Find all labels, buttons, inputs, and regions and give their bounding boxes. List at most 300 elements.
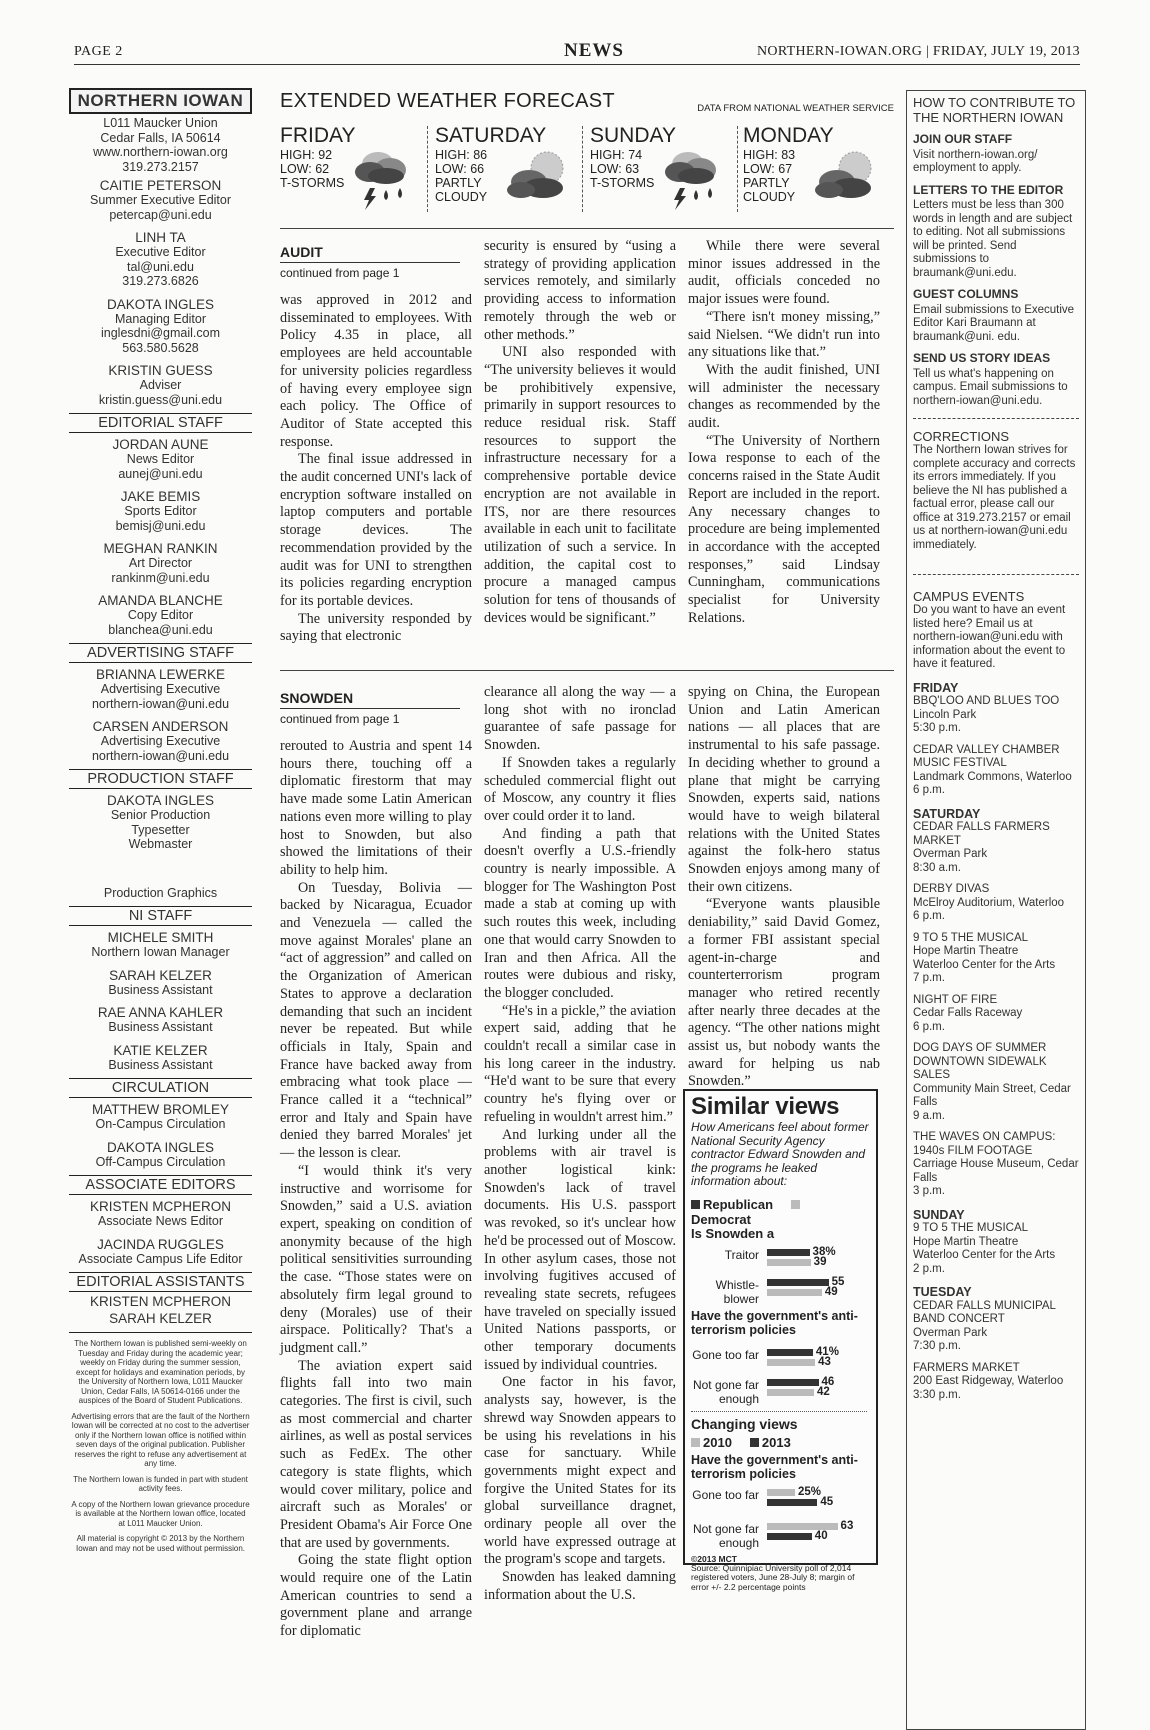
bar-value-label: 39 [813,1255,827,1268]
address-line: www.northern-iowan.org [93,145,228,159]
event-detail: 6 p.m. [913,910,945,922]
similar-views-chart [683,1089,878,1592]
staff-detail-line: Sports Editor [124,504,197,518]
article-paragraph: The final issue addressed in the audit concerned UNI's lack of encryption software installed on laptop computers and portable storage devices. The recommendation provided by the audit was for UNI to strengthen its policies regarding encryption for its portable devices. [280,451,472,609]
staff-details [69,608,252,637]
address-line: L011 Maucker Union [103,116,218,130]
production-graphics: Production Graphics [103,885,218,900]
staff-entry [69,1237,252,1267]
chart-question: Have the government's anti-terrorism policies [691,1452,858,1481]
event-detail: Hope Martin Theatre [913,1235,1019,1248]
legend-swatch [750,1438,759,1447]
staff-section-title: CIRCULATION [69,1078,252,1098]
event-detail: Lincoln Park [913,708,977,721]
staff-section-title: ASSOCIATE EDITORS [69,1175,252,1195]
staff-entry [69,178,252,222]
staff-detail-line: Associate News Editor [97,1214,224,1228]
bar-democrat [767,1259,811,1266]
weather-high: HIGH: 92 [280,148,333,162]
audit-kicker: AUDIT [280,244,323,260]
fine-print-paragraph: The Northern Iowan is funded in part with student activity fees. [73,1474,248,1493]
event-name: CEDAR VALLEY CHAMBER MUSIC FESTIVAL [913,743,1060,769]
article-paragraph: “Everyone wants plausible deniability,” said David Gomez, a former FBI assistant special agent-in-charge and counterterrorism program manager who retired recently after nearly three decades at the agency. “The other nations might assist us, but nobody wants the award for helping us nab Snowden.” [688,896,880,1090]
chart-legend [691,1435,871,1450]
staff-name: JORDAN AUNE [112,437,209,452]
staff-details [69,983,252,998]
weather-low: LOW: 66 [435,162,485,176]
sidebar-box [906,90,1086,1730]
weather-condition: CLOUDY [435,190,488,204]
staff-details [69,1252,252,1267]
article-paragraph: The aviation expert said flights fall into two main categories. The first is civil, such as most commercial and charter airlines, as well as postal services such as FedEx. The other category is state flights, which would cover military, police and aircraft such as Morales' or President Obama's Air Force One that are used by governments. [280,1357,472,1551]
staff-entry [69,230,252,289]
event-day: SUNDAY [913,1207,965,1222]
weather-title: EXTENDED WEATHER FORECAST [280,90,615,112]
staff-entry [69,930,252,960]
staff-detail-line: Art Director [128,556,193,570]
snowden-column-2 [484,684,676,1605]
staff-name: KRISTEN MCPHERON [89,1294,231,1309]
staff-detail-line: bemisj@uni.edu [115,518,206,533]
staff-entry [69,1140,252,1170]
site-and-date: NORTHERN-IOWAN.ORG | FRIDAY, JULY 19, 2013 [757,44,1080,59]
legend-swatch [791,1200,800,1209]
audit-header [280,244,460,280]
corrections-title: CORRECTIONS [913,429,1010,444]
bar-value-label: 49 [824,1285,838,1298]
weather-condition: T-STORMS [590,176,655,190]
legend-label: 2013 [761,1434,791,1450]
weather-divider [582,126,583,212]
legend-item [750,1435,791,1450]
article-paragraph: On Tuesday, Bolivia — backed by Nicaragua, Ecuador and Venezuela — called the move against Morales' plane an “act of aggression” and called on the Organization of American States to approve a declaration demanding that such an incident never be repeated. But while officials in Italy, Spain and France have backed away from embracing what took place — France called it a “technical” error and Italy and Spain have denied they barred Morales' jet — the lesson is clear. [280,879,472,1162]
event-day: SATURDAY [913,806,981,821]
masthead [69,88,252,1700]
article-paragraph: One factor in his favor, analysts say, however, is the shrewd way Snowden appears to be using his revelations in his case for sanctuary. While governments might expect and forgive the United States for its global surveillance dragnet, ordinary people all over the world have expressed outrage at the program's scope and targets. [484,1374,676,1568]
events-intro: Do you want to have an event listed here? Email us at northern-iowan@uni.edu with information about the event to have it featured. [913,604,1066,670]
staff-details [69,312,252,356]
bar-democrat [767,1359,815,1366]
staff-name: DAKOTA INGLES [106,793,215,808]
event-name: FARMERS MARKET [913,1361,1020,1374]
weather-condition: PARTLY [743,176,790,190]
weather-condition: CLOUDY [743,190,796,204]
staff-name: LINH TA [135,230,186,245]
article-paragraph: spying on China, the European Union and Latin American nations — all places that are instrumental to his safe passage. In deciding whether to ground a plane that might be carrying Snowden, experts said, nations would have to weigh bilateral relations with the United States against the folk-hero status Snowden enjoys among many of their own citizens. [688,684,880,895]
page-header [74,42,1080,65]
staff-entry [69,793,252,852]
weather-divider [427,126,428,212]
chart-source: Source: Quinnipiac University poll of 2,014 registered voters, June 28-July 8; margin of error +/- 2.2 percentage points [691,1562,855,1592]
event-item [913,1362,1079,1403]
event-name: BBQ'LOO AND BLUES TOO [913,695,1060,707]
audit-continued: continued from page 1 [280,262,460,280]
staff-section-title: PRODUCTION STAFF [69,769,252,789]
staff-section-title: EDITORIAL ASSISTANTS [69,1272,252,1292]
event-day: FRIDAY [913,680,959,695]
staff-entry [69,968,252,998]
staff-details [69,1214,252,1229]
category-label: Gone too far [692,1487,759,1502]
bar-2010 [767,1489,795,1496]
event-detail: Cedar Falls Raceway [913,1007,1023,1019]
address-line: 319.273.2157 [122,159,199,174]
partly-cloudy-icon [503,144,573,214]
staff-detail-line: On-Campus Circulation [95,1117,226,1131]
staff-name: AMANDA BLANCHE [98,593,223,608]
event-detail: McElroy Auditorium, Waterloo [913,896,1065,909]
weather-day-name: SUNDAY [590,124,676,147]
bar-value-label: 46 [821,1375,835,1388]
event-detail: Hope Martin Theatre [913,945,1019,957]
event-item [913,994,1079,1035]
event-name: DERBY DIVAS [913,883,990,895]
staff-detail-line: northern-iowan@uni.edu [91,696,230,711]
page-number: PAGE 2 [74,44,123,59]
legend-item [691,1197,773,1212]
staff-entry [69,1199,252,1229]
staff-entry [69,1043,252,1073]
event-detail: Waterloo Center for the Arts [913,1249,1056,1261]
staff-detail-line: Senior Production [110,808,211,822]
bar-2013 [767,1499,817,1506]
category-label: Not gone far enough [692,1377,759,1406]
staff-detail-line: tal@uni.edu [127,259,194,274]
audit-column-2 [484,238,676,627]
event-detail: Landmark Commons, Waterloo [913,770,1072,783]
weather-divider [737,126,738,212]
staff-details [69,378,252,407]
fine-print-paragraph: All material is copyright © 2013 by the Northern Iowan and may not be used without permission. [76,1534,245,1553]
staff-name: MEGHAN RANKIN [103,541,218,556]
staff-details [69,452,252,481]
event-detail: Overman Park [913,848,988,860]
staff-name: KATIE KELZER [113,1042,208,1058]
bar-republican [767,1249,810,1256]
snowden-column-1 [280,738,472,1641]
contribute-heading: LETTERS TO THE EDITOR [913,182,1064,197]
staff-name: RAE ANNA KAHLER [97,1005,224,1020]
staff-details [69,945,252,960]
staff-entry [69,1005,252,1035]
staff-detail-line: Executive Editor [115,245,206,259]
weather-condition: PARTLY [435,176,482,190]
staff-entry [69,1102,252,1132]
bar-value-label: 45 [820,1495,834,1508]
article-paragraph: With the audit finished, UNI will administer the necessary changes as recommended by the audit. [688,361,880,432]
bar-value-label: 43 [818,1355,831,1368]
weather-low: LOW: 63 [590,162,640,176]
snowden-column-3 [688,684,880,1091]
weather-low: LOW: 62 [280,162,330,176]
corrections-text: The Northern Iowan strives for complete accuracy and corrects its errors immediately. If you believe the NI has published a factual error, please call our office at 319.273.2157 or email us at northern-iowan@uni.edu immediately. [913,444,1076,551]
staff-name: CAITIE PETERSON [99,178,222,193]
article-paragraph: security is ensured by “using a strategy of providing application services remotely, and similarly providing access to information remotely through the web or other methods.” [484,238,676,343]
legend-item [691,1435,732,1450]
staff-name: SARAH KELZER [109,967,212,983]
audit-column-3 [688,238,880,627]
event-detail: Community Main Street, Cedar Falls [913,1082,1071,1108]
weather-day-sunday [590,124,740,214]
staff-detail-line: Business Assistant [108,982,213,997]
fine-print-paragraph: Advertising errors that are the fault of the Northern Iowan will be corrected at no cost to the advertiser only if the Northern Iowan office is notified within seven days of the original publication. Publisher reserves the right to refuse any advertisement at any time. [71,1411,250,1468]
section-title: NEWS [564,40,624,61]
category-label: Not gone far enough [692,1521,759,1550]
event-detail: 5:30 p.m. [913,722,961,734]
staff-detail-line: Copy Editor [127,608,194,622]
staff-details [69,556,252,585]
staff-detail-line: Typesetter [131,822,190,837]
bar-2010 [767,1523,838,1530]
staff-detail-line: rankinm@uni.edu [111,570,210,585]
chart-divider [691,1411,867,1412]
event-detail: 9 a.m. [913,1109,945,1122]
weather-day-name: SATURDAY [435,124,547,147]
event-name: 9 TO 5 THE MUSICAL [913,931,1029,944]
article-paragraph: “I would think it's very instructive and worrisome for Snowden,” said a U.S. aviation expert, speaking on condition of anonymity because of the high political sensitivities surrounding the case. “Those states were on absolutely firm legal ground to deny (Morales) use of their airspace. Politically? That's a judgment call.” [280,1162,472,1356]
thunderstorm-icon [658,144,728,214]
staff-section-title: ADVERTISING STAFF [69,643,252,663]
contribute-text: Visit northern-iowan.org/ employment to apply. [913,148,1038,174]
staff-detail-line: Adviser [139,378,182,392]
staff-name: KRISTIN GUESS [108,363,213,378]
staff-entry [69,593,252,637]
weather-source: DATA FROM NATIONAL WEATHER SERVICE [697,103,894,114]
event-detail: 200 East Ridgeway, Waterloo [913,1375,1064,1387]
event-name: CEDAR FALLS MUNICIPAL BAND CONCERT [913,1299,1056,1325]
event-detail: 6 p.m. [913,1020,945,1033]
bar-value-label: 63 [840,1519,854,1532]
events-title: CAMPUS EVENTS [913,589,1025,604]
event-item [913,821,1079,875]
staff-detail-line: Webmaster [128,837,193,851]
snowden-continued: continued from page 1 [280,708,460,726]
bar-republican [767,1279,829,1286]
staff-name: BRIANNA LEWERKE [95,667,226,682]
article-paragraph: clearance all along the way — a long shot with no ironclad guarantee of safe passage for Snowden. [484,684,676,754]
category-label: Traitor [724,1247,759,1262]
event-item [913,883,1079,924]
event-day: TUESDAY [913,1285,972,1299]
contribute-text: Tell us what's happening on campus. Email submissions to northern-iowan@uni.edu. [913,367,1068,407]
event-detail: 3 p.m. [913,1185,945,1197]
event-detail: 6 p.m. [913,784,945,796]
event-name: CEDAR FALLS FARMERS MARKET [913,821,1050,847]
event-detail: 7 p.m. [913,972,945,984]
staff-details [69,808,252,852]
weather-forecast [280,90,894,220]
article-paragraph: Snowden has leaked damning information about the U.S. [484,1569,676,1603]
legend-label: Democrat [691,1211,751,1227]
staff-detail-line: 563.580.5628 [122,340,199,355]
staff-detail-line: Off-Campus Circulation [95,1154,226,1169]
staff-detail-line: 319.273.6826 [122,274,199,288]
staff-detail-line: Advertising Executive [100,734,221,748]
weather-day-monday [743,124,893,214]
weather-day-name: FRIDAY [280,124,356,147]
legend-label: 2010 [703,1434,732,1450]
audit-column-1 [280,292,472,646]
bar-value-label: 55 [831,1275,845,1288]
event-item [913,1042,1079,1123]
staff-details [69,734,252,763]
fine-print-paragraph: A copy of the Northern Iowan grievance procedure is available at the Northern Iowan office, located at L011 Maucker Union. [71,1499,250,1528]
staff-entry [69,719,252,763]
staff-entry [69,489,252,533]
article-paragraph: And finding a path that doesn't overfly a U.S.-friendly country is nearly impossible. A blogger for The Washington Post made a stab at coming up with such routes this week, including one that would carry Snowden to Iran and then Africa. All the routes were dubious and risky, the blogger concluded. [484,825,676,1001]
staff-details [69,245,252,289]
staff-name: JACINDA RUGGLES [97,1236,224,1252]
bar-republican [767,1379,819,1386]
staff-detail-line: aunej@uni.edu [118,466,203,481]
staff-name: KRISTEN MCPHERON [89,1199,231,1214]
event-item [913,695,1079,736]
staff-section-title: NI STAFF [69,906,252,926]
staff-detail-line: Northern Iowan Manager [91,945,230,959]
article-paragraph: “He's in a pickle,” the aviation expert said, adding that he couldn't recall a similar case in his long career in the industry. “He'd want to be sure that every country he's flying over or refueling in wouldn't arrest him.” [484,1002,676,1125]
article-paragraph: UNI also responded with “The university believes it would be prohibitively expensive, primarily in support resources to reduce residual risk. Staff resources to support the infrastructure necessary for a comprehensive portable device encryption are not available in ITS, nor are there resources available in each unit to facilitate utilization of such a service. In addition, the capital cost to procure a managed campus solution for tens of thousands of devices would be significant.” [484,344,676,626]
article-paragraph: Going the state flight option would require one of the Latin American countries to send a government plane and arrange for diplomatic [280,1552,472,1640]
chart-question: Is Snowden a [691,1225,775,1241]
staff-detail-line: kristin.guess@uni.edu [98,392,223,407]
staff-details [69,1020,252,1035]
event-name: NIGHT OF FIRE [913,993,998,1006]
contribute-text: Email submissions to Executive Editor Kari Braumann at braumank@uni. edu. [913,303,1075,343]
bar-republican [767,1349,813,1356]
staff-detail-line: inglesdni@gmail.com [101,326,220,340]
weather-low: LOW: 67 [743,162,793,176]
contribute-heading: GUEST COLUMNS [913,287,1019,301]
event-detail: Waterloo Center for the Arts [913,958,1056,971]
bar-value-label: 25% [798,1485,822,1498]
staff-detail-line: northern-iowan@uni.edu [91,748,230,763]
event-detail: 3:30 p.m. [913,1388,961,1401]
staff-name: JAKE BEMIS [120,489,201,504]
chart-title: Similar views [691,1093,840,1120]
event-name: DOG DAYS OF SUMMER DOWNTOWN SIDEWALK SALES [913,1042,1047,1081]
event-item [913,932,1079,986]
weather-condition: T-STORMS [280,176,345,190]
chart-question: Have the government's anti-terrorism policies [691,1308,858,1337]
staff-detail-line: Associate Campus Life Editor [78,1251,243,1266]
masthead-address [69,116,252,174]
bar-value-label: 38% [812,1245,836,1258]
partly-cloudy-icon [811,144,881,214]
fine-print-paragraph: The Northern Iowan is published semi-weekly on Tuesday and Friday during the academic year; weekly on Friday during the summer session, except for holidays and examination periods, by the University of Northern Iowa, L011 Maucker Union, Cedar Falls, IA 50614-0166 under the auspices of the Board of Student Publications. [74,1339,247,1405]
event-detail: Carriage House Museum, Cedar Falls [913,1158,1079,1184]
bar-democrat [767,1389,814,1396]
legend-swatch [691,1438,700,1447]
event-name: THE WAVES ON CAMPUS: 1940s FILM FOOTAGE [913,1131,1056,1157]
staff-entry [69,363,252,407]
contribute-text: Letters must be less than 300 words in length and are subject to editing. Not all submissions will be printed. Send submissions to braumank@uni.edu. [913,199,1073,279]
staff-details [69,1155,252,1170]
event-item [913,744,1079,798]
staff-name: DAKOTA INGLES [106,296,215,312]
article-paragraph: “There isn't money missing,” said Nielsen. “We didn't run into any situations like that.” [688,308,880,361]
article-paragraph: And lurking under all the problems with air travel is another logistical kink: Snowden's lack of travel documents. His U.S. passport was revoked, so it's unclear how he'd be processed out of Moscow. In other asylum cases, those not involving fugitives accused of revealing state secrets, refugees have traveled on specially issued United Nations passports, or other temporary documents issued by individual countries. [484,1126,676,1373]
staff-entry [69,667,252,711]
bar-value-label: 40 [814,1529,828,1542]
masthead-fine-print [69,1332,252,1553]
staff-detail-line: News Editor [126,452,195,466]
staff-detail-line: blanchea@uni.edu [108,622,213,637]
staff-name: CARSEN ANDERSON [92,719,229,734]
staff-detail-line: Advertising Executive [100,682,221,696]
chart-legend [691,1197,871,1227]
event-detail: 7:30 p.m. [913,1340,961,1352]
thunderstorm-icon [348,144,418,214]
article-paragraph: If Snowden takes a regularly scheduled commercial flight out of Moscow, any country it flies over could order it to land. [484,754,676,824]
article-paragraph: The university responded by saying that electronic [280,610,472,645]
staff-detail-line: petercap@uni.edu [109,207,212,222]
event-item [913,1300,1079,1354]
staff-detail-line: Business Assistant [108,1020,213,1034]
bar-value-label: 41% [815,1345,839,1358]
chart-section-title: Changing views [691,1415,798,1432]
staff-section-title: EDITORIAL STAFF [69,413,252,433]
article-paragraph: While there were several minor issues addressed in the audit, officials conceded no major issues were found. [688,238,880,308]
bar-2013 [767,1533,812,1540]
weather-day-name: MONDAY [743,124,834,147]
staff-entry [69,541,252,585]
staff-name: SARAH KELZER [109,1311,212,1326]
staff-entry [69,437,252,481]
snowden-header [280,690,460,726]
staff-detail-line: Business Assistant [108,1057,213,1072]
event-item [913,1131,1079,1199]
legend-swatch [691,1200,700,1209]
staff-details [69,504,252,533]
staff-name: MICHELE SMITH [107,930,214,945]
bar-democrat [767,1289,822,1296]
address-line: Cedar Falls, IA 50614 [100,130,221,145]
article-paragraph: was approved in 2012 and disseminated to employees. With Policy 4.35 in place, all employees are held accountable for university policies regardless of having every employee sign each policy. The Office of Auditor of State accepted this response. [280,292,472,450]
masthead-title: NORTHERN IOWAN [69,88,252,114]
staff-details [69,1117,252,1132]
staff-name: DAKOTA INGLES [106,1139,215,1155]
article-paragraph: “The University of Northern Iowa response to each of the concerns raised in the State Audit Report are included in the report. Any necessary changes to procedure are being implemented in accordance with the accepted responses,” said Lindsay Cunningham, communications specialist for University Relations. [688,432,880,626]
staff-details [69,193,252,222]
staff-entry [69,297,252,356]
weather-high: HIGH: 74 [590,148,643,162]
weather-high: HIGH: 83 [743,148,796,162]
staff-details [69,1058,252,1073]
right-sidebar [906,90,1086,1730]
article-paragraph: rerouted to Austria and spent 14 hours there, touching off a diplomatic firestorm that may have made some Latin American nations even more willing to play host to Snowden, but also showed the limitations of their ability to help him. [280,738,472,878]
snowden-kicker: SNOWDEN [280,690,354,706]
event-name: 9 TO 5 THE MUSICAL [913,1222,1029,1234]
weather-day-saturday [435,124,585,214]
event-detail: 8:30 a.m. [913,861,961,874]
chart-credit: ©2013 MCT [691,1553,737,1564]
bar-value-label: 42 [817,1385,830,1398]
event-detail: 2 p.m. [913,1262,945,1275]
contribute-heading: JOIN OUR STAFF [913,132,1013,146]
legend-label: Republican [703,1196,774,1212]
event-detail: Overman Park [913,1326,988,1339]
staff-name: MATTHEW BROMLEY [91,1102,229,1117]
staff-details [69,682,252,711]
contribute-heading: SEND US STORY IDEAS [913,351,1051,365]
category-label: Gone too far [692,1347,759,1362]
contribute-title: HOW TO CONTRIBUTE TO THE NORTHERN IOWAN [913,95,1076,125]
staff-detail-line: Managing Editor [114,311,207,326]
weather-high: HIGH: 86 [435,148,488,162]
chart-subtitle: How Americans feel about former National Security Agency contractor Edward Snowden and the programs he leaked information about: [691,1120,869,1188]
weather-day-friday [280,124,430,214]
staff-detail-line: Summer Executive Editor [89,193,232,207]
